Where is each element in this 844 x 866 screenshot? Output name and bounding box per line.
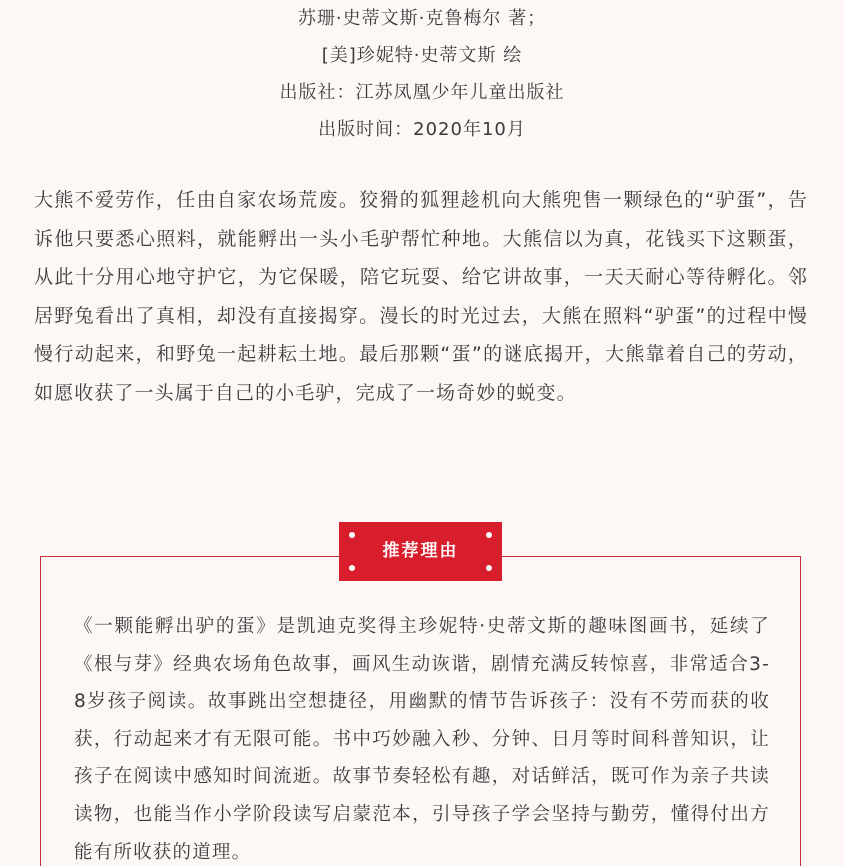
recommend-reason-text: 《一颗能孵出驴的蛋》是凯迪克奖得主珍妮特·史蒂文斯的趣味图画书，延续了《根与芽》经典农场角色故事，画风生动诙谐，剧情充满反转惊喜，非常适合3-8岁孩子阅读。故事跳出空想捷径，用幽默的情节告诉孩子：没有不劳而获的收获，行动起来才有无限可能。书中巧妙融入秒、分钟、日月等时间科普知识，让孩子在阅读中感知时间流逝。故事节奏轻松有趣，对话鲜活，既可作为亲子共读读物，也能当作小学阶段读写启蒙范本，引导孩子学会坚持与勤劳，懂得付出方能有所收获的道理。 [74, 616, 770, 863]
book-synopsis: 大熊不爱劳作，任由自家农场荒废。狡猾的狐狸趁机向大熊兜售一颗绿色的“驴蛋”，告诉他只要悉心照料，就能孵出一头小毛驴帮忙种地。大熊信以为真，花钱买下这颗蛋，从此十分用心地守护它，为它保暖，陪它玩耍、给它讲故事，一天天耐心等待孵化。邻居野兔看出了真相，却没有直接揭穿。漫长的时光过去，大熊在照料“驴蛋”的过程中慢慢行动起来，和野兔一起耕耘土地。最后那颗“蛋”的谜底揭开，大熊靠着自己的劳动，如愿收获了一头属于自己的小毛驴，完成了一场奇妙的蜕变。 [34, 189, 808, 404]
decorative-dot [349, 565, 355, 571]
recommend-reason-tag [339, 522, 502, 581]
book-publisher: 出版社：江苏凤凰少年儿童出版社 [279, 82, 565, 103]
decorative-dot [349, 532, 355, 538]
book-authors: 苏珊·史蒂文斯·克鲁梅尔 著； [297, 8, 547, 29]
recommend-reason-label: 推荐理由 [382, 541, 459, 561]
decorative-dot [486, 565, 492, 571]
book-publish-date: 出版时间：2020年10月 [318, 119, 526, 140]
decorative-dot [486, 532, 492, 538]
book-illustrator: [美]珍妮特·史蒂文斯 绘 [321, 45, 523, 66]
book-info [0, 0, 844, 148]
